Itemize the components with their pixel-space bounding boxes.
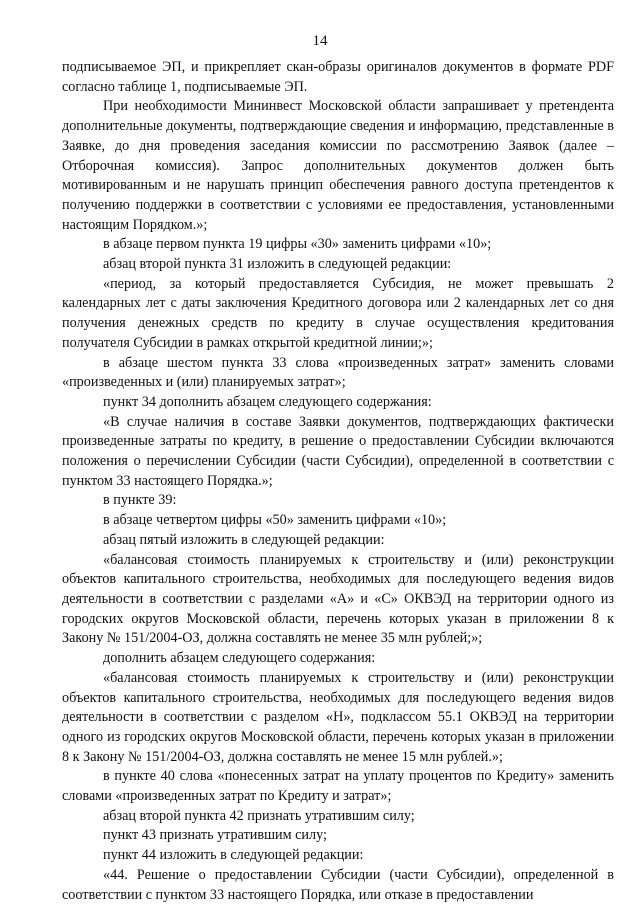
body-text [62, 58, 614, 905]
page-number: 14 [312, 33, 328, 49]
paragraph: абзац пятый изложить в следующей редакции: [103, 531, 385, 548]
paragraph: в пункте 40 слова «понесенных затрат на уплату процентов по Кредиту» заменить словами «произведенных затрат по Кредиту и затрат»; [62, 768, 614, 805]
paragraph: пункт 43 признать утратившим силу; [103, 827, 327, 844]
paragraph: «балансовая стоимость планируемых к строительству и (или) реконструкции объектов капитального строительства, необходимых для последующего ведения видов деятельности в соответствии с разделами «А» и «С» ОКВЭД на территории одного из городских округов Московской области, перечень которых указан в приложении 8 к Закону № 151/2004-ОЗ, должна составлять не менее 35 млн рублей;»; [62, 551, 614, 647]
paragraph: абзац второй пункта 31 изложить в следующей редакции: [103, 256, 452, 273]
paragraph: пункт 44 изложить в следующей редакции: [103, 847, 364, 864]
paragraph: При необходимости Мининвест Московской области запрашивает у претендента дополнительные документы, подтверждающие сведения и информацию, представленные в Заявке, до дня проведения заседания комиссии по рассмотрению Заявок (далее – Отборочная комиссия). Запрос дополнительных документов должен быть мотивированным и не нарушать принцип обеспечения равного доступа претендентов к получению поддержки в соответствии с условиями ее предоставления, установленными настоящим Порядком.»; [62, 98, 614, 233]
paragraph: в абзаце шестом пункта 33 слова «произведенных затрат» заменить словами «произведенных и (или) планируемых затрат»; [62, 354, 614, 391]
paragraph: дополнить абзацем следующего содержания: [103, 650, 376, 667]
paragraph: в абзаце четвертом цифры «50» заменить цифрами «10»; [103, 512, 447, 529]
paragraph: в абзаце первом пункта 19 цифры «30» заменить цифрами «10»; [103, 236, 492, 253]
paragraph: в пункте 39: [103, 492, 177, 509]
paragraph: «В случае наличия в составе Заявки документов, подтверждающих фактически произведенные затраты по кредиту, в решение о предоставлении Субсидии включаются положения о перечислении Субсидии (части Субсидии), определенной в соответствии с пунктом 33 настоящего Порядка.»; [62, 413, 614, 489]
paragraph: «период, за который предоставляется Субсидия, не может превышать 2 календарных лет с даты заключения Кредитного договора или 2 календарных лет со дня получения денежных средств по кредиту в случае осуществления кредитования получателя Субсидии в рамках открытой кредитной линии;»; [62, 275, 614, 351]
paragraph: подписываемое ЭП, и прикрепляет скан-образы оригиналов документов в формате PDF согласно таблице 1, подписываемые ЭП. [62, 59, 614, 95]
paragraph: «балансовая стоимость планируемых к строительству и (или) реконструкции объектов капитального строительства, необходимых для последующего ведения видов деятельности в соответствии с разделом «Н», подклассом 55.1 ОКВЭД на территории одного из городских округов Московской области, перечень которых указан в приложении 8 к Закону № 151/2004-ОЗ, должна составлять не менее 15 млн рублей.»; [62, 669, 614, 765]
paragraph: абзац второй пункта 42 признать утратившим силу; [103, 807, 415, 824]
paragraph: пункт 34 дополнить абзацем следующего содержания: [103, 393, 432, 410]
paragraph: «44. Решение о предоставлении Субсидии (части Субсидии), определенной в соответствии с пунктом 33 настоящего Порядка, или отказе в предоставлении [62, 866, 614, 903]
